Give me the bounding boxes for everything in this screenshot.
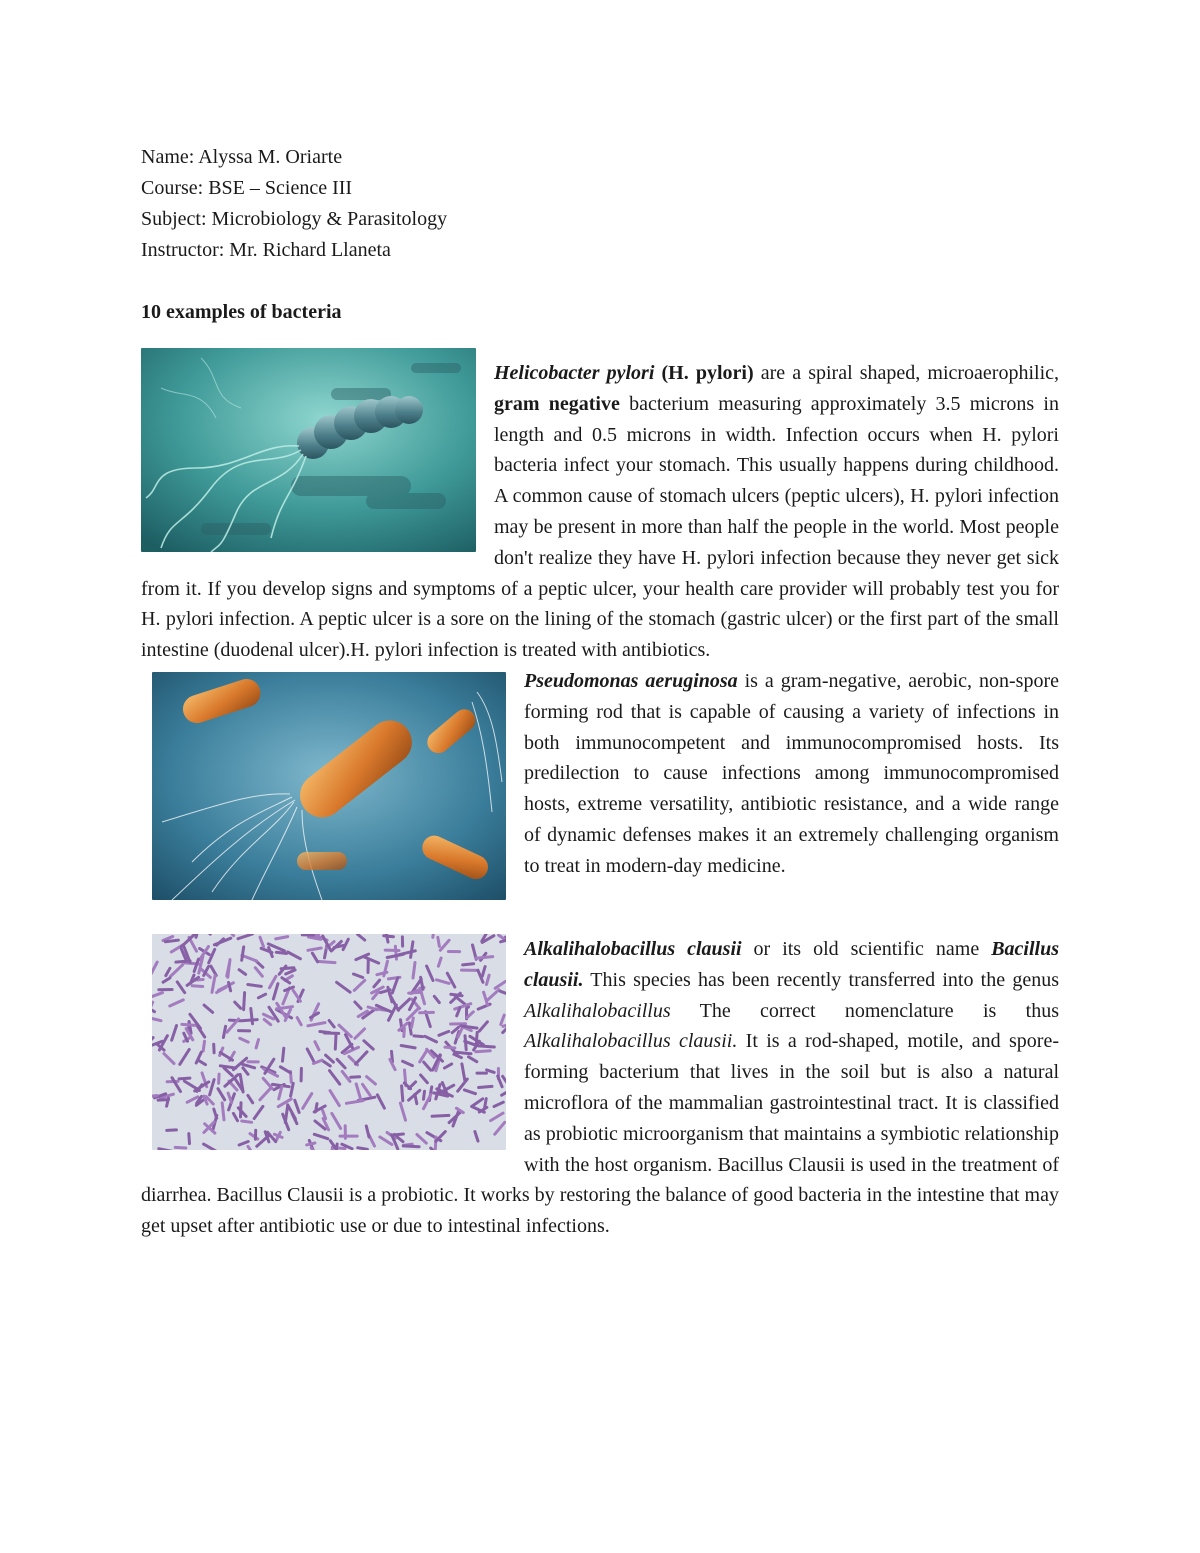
bacillus-rod-texture bbox=[484, 1099, 486, 1109]
bacillus-rod-texture bbox=[433, 934, 435, 937]
bacillus-rod-texture bbox=[445, 1047, 455, 1048]
bacillus-rod-texture bbox=[479, 1086, 492, 1087]
bacillus-rod-texture bbox=[189, 1134, 190, 1144]
bacillus-rod-texture bbox=[335, 1035, 336, 1050]
bacillus-rod-texture bbox=[358, 1148, 368, 1150]
bacillus-rod-texture bbox=[402, 1086, 403, 1101]
pseudomonas-illustration-icon bbox=[152, 672, 506, 900]
alkalihalobacillus-text-a: or its old scientific name bbox=[741, 937, 992, 960]
bacillus-rod-texture bbox=[307, 1143, 315, 1145]
bacillus-rod-texture bbox=[281, 968, 294, 969]
helicobacter-term: Helicobacter pylori bbox=[494, 362, 655, 384]
bacillus-rod-texture bbox=[384, 936, 394, 937]
bacillus-rod-texture bbox=[167, 1130, 177, 1131]
bacteria-entry-pseudomonas bbox=[141, 666, 1059, 904]
bacillus-rod-texture bbox=[167, 1098, 169, 1106]
bacillus-rod-texture bbox=[476, 1051, 490, 1052]
bacillus-rod-texture bbox=[152, 1095, 157, 1096]
bacillus-rod-texture bbox=[432, 1115, 449, 1116]
bacillus-rod-texture bbox=[219, 1074, 220, 1083]
bacillus-rod-texture bbox=[242, 1121, 252, 1122]
alkalihalobacillus-text-c: The correct nomenclature is thus bbox=[670, 999, 1059, 1022]
alkalihalobacillus-text-d: It is a rod-shaped, motile, and spore-forming bacterium that lives in the soil but is also a natural microflora of the mammalian gastrointestinal tract. It is classified as probiotic microorganism that maintains a symbiotic relationship with the host organism. Bacillus Clausii is used in the treatment of diarrhea. Bacillus Clausii is a probiotic. It works by restoring the balance of good bacteria in the intestine that may get upset after antibiotic use or due to intestinal infections. bbox=[141, 1030, 1059, 1238]
bacillus-old-name: Bacillus clausii. bbox=[524, 937, 1059, 991]
bacillus-rod-texture bbox=[463, 964, 474, 965]
nomenclature-name: Alkalihalobacillus clausii. bbox=[524, 1030, 738, 1053]
bacillus-rod-texture bbox=[203, 1041, 204, 1051]
bacillus-rod-texture bbox=[476, 1032, 477, 1043]
bacillus-rod-texture bbox=[283, 1048, 284, 1061]
bacillus-rod-texture bbox=[165, 940, 178, 942]
pseudomonas-text: is a gram-negative, aerobic, non-spore forming rod that is capable of causing a variety of infections in both immunocompetent and immunocompromised hosts. Its predilection to cause infections among immunocompromised hosts, extreme versatility, antibiotic resistance, and a wide range of dynamic defenses makes it an extremely challenging organism to treat in modern-day medicine. bbox=[524, 669, 1059, 877]
bacillus-rod-texture bbox=[179, 1078, 190, 1079]
bacillus-rod-texture bbox=[424, 1091, 425, 1099]
instructor-line: Instructor: Mr. Richard Llaneta bbox=[141, 239, 391, 261]
gram-negative-emphasis: gram negative bbox=[494, 392, 620, 415]
bacillus-rod-texture bbox=[404, 1028, 405, 1036]
helicobacter-text-a: are a spiral shaped, microaerophilic, bbox=[753, 362, 1059, 384]
alkalihalobacillus-term: Alkalihalobacillus clausii bbox=[524, 937, 742, 960]
bacillus-rod-texture bbox=[242, 947, 244, 960]
bacillus-rod-texture bbox=[394, 1134, 403, 1135]
bacillus-rod-texture bbox=[229, 982, 231, 990]
bacillus-rod-texture bbox=[242, 1020, 258, 1021]
bacillus-rod-texture bbox=[276, 952, 286, 953]
bacillus-rod-texture bbox=[176, 961, 190, 962]
bacillus-rod-texture bbox=[403, 1146, 419, 1147]
bacillus-micrograph-icon bbox=[152, 934, 506, 1150]
document-page bbox=[141, 142, 1059, 1242]
subject-line: Subject: Microbiology & Parasitology bbox=[141, 208, 448, 230]
helicobacter-illustration-icon bbox=[141, 348, 476, 552]
bacillus-rod-texture bbox=[414, 1036, 423, 1037]
bacillus-rod-texture bbox=[248, 984, 261, 986]
bacillus-rod-texture bbox=[192, 986, 203, 987]
bacillus-rod-texture bbox=[182, 1024, 196, 1025]
bacillus-rod-texture bbox=[413, 962, 415, 978]
bacillus-rod-texture bbox=[409, 992, 422, 993]
bacteria-entry-helicobacter bbox=[141, 348, 1059, 666]
pseudomonas-term: Pseudomonas aeruginosa bbox=[524, 669, 738, 692]
document-heading: 10 examples of bacteria bbox=[141, 301, 342, 323]
bacillus-rod-texture bbox=[476, 957, 493, 959]
genus-name: Alkalihalobacillus bbox=[524, 999, 671, 1022]
alkalihalobacillus-text-b: This species has been recently transferred into the genus bbox=[583, 968, 1059, 991]
course-line: Course: BSE – Science III bbox=[141, 177, 353, 199]
bacillus-rod-texture bbox=[412, 1018, 414, 1028]
bacillus-rod-texture bbox=[244, 993, 245, 1010]
bacteria-entry-alkalihalobacillus bbox=[141, 934, 1059, 1242]
bacillus-rod-texture bbox=[319, 961, 335, 962]
bacillus-rod-texture bbox=[438, 937, 440, 946]
bacillus-rod-texture bbox=[479, 1046, 495, 1047]
bacillus-rod-texture bbox=[175, 1147, 186, 1148]
student-name: Name: Alyssa M. Oriarte bbox=[141, 146, 343, 168]
bacillus-rod-texture bbox=[334, 945, 343, 947]
helicobacter-abbr: (H. pylori) bbox=[661, 362, 754, 384]
bacillus-rod-texture bbox=[316, 1104, 318, 1112]
helicobacter-text-b: bacterium measuring approximately 3.5 microns in length and 0.5 microns in width. Infection occurs when H. pylori bacteria infect your stomach. This usually happens during childhood. A common cause of stomach ulcers (peptic ulcers), H. pylori infection may be present in more than half the people in the world. Most people don't realize they have H. pylori infection because they never get sick from it. If you develop signs and symptoms of a peptic ulcer, your health care provider will probably test you for H. pylori infection. A peptic ulcer is a sore on the lining of the stomach (gastric ulcer) or the first part of the small intestine (duodenal ulcer).H. pylori infection is treated with antibiotics. bbox=[141, 392, 1059, 662]
bacillus-rod-texture bbox=[222, 1103, 224, 1120]
bacillus-rod-texture bbox=[320, 1031, 330, 1032]
bacillus-rod-texture bbox=[435, 1137, 436, 1150]
pseudomonas-description bbox=[524, 670, 1059, 877]
